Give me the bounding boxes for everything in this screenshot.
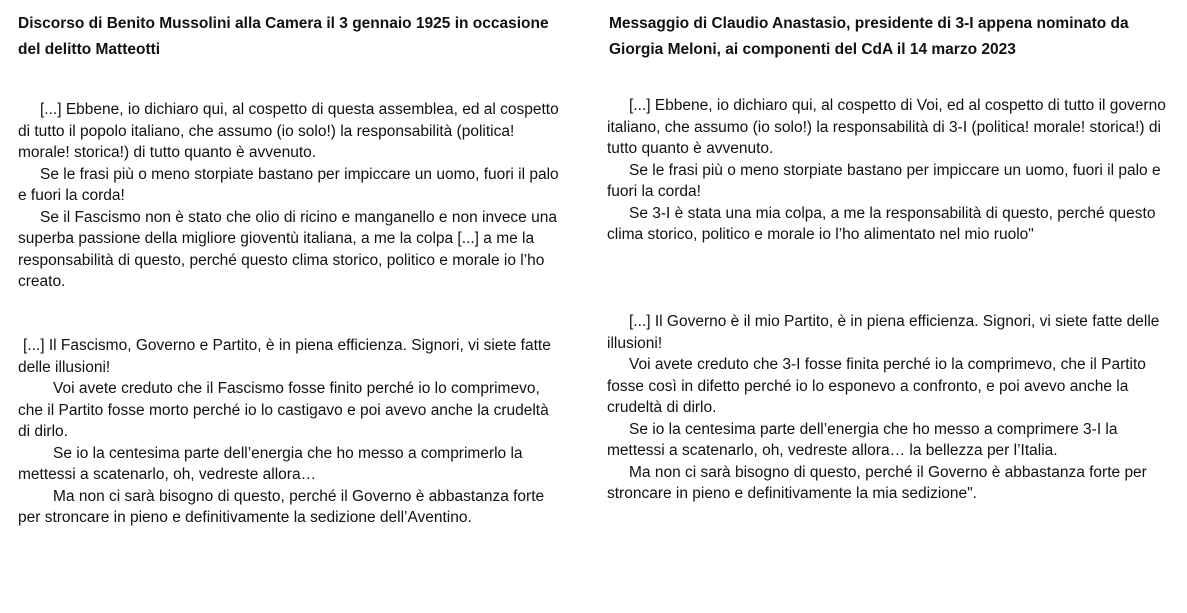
right-passage-2: [607, 311, 1167, 505]
left-paragraph: Ma non ci sarà bisogno di questo, perché il Governo è abbastanza forte per stroncare in pieno e definitivamente la sedizione dell’Aventino.: [18, 487, 545, 526]
left-paragraph: Voi avete creduto che il Fascismo fosse finito perché io lo comprimevo, che il Partito fosse morto perché io lo castigavo e poi avevo anche la crudeltà di dirlo.: [18, 380, 549, 440]
right-paragraph: [...] Il Governo è il mio Partito, è in piena efficienza. Signori, vi siete fatte delle illusioni!: [607, 313, 1160, 352]
left-paragraph: [...] Il Fascismo, Governo e Partito, è in piena efficienza. Signori, vi siete fatte delle illusioni!: [18, 337, 551, 376]
left-title: Discorso di Benito Mussolini alla Camera il 3 gennaio 1925 in occasione del delitto Matteotti: [18, 15, 549, 58]
right-paragraph: Voi avete creduto che 3-I fosse finita perché io la comprimevo, che il Partito fosse così in difetto perché io lo esponevo a confronto, e poi avevo anche la crudeltà di dirlo.: [607, 356, 1146, 416]
left-paragraph: Se io la centesima parte dell’energia che ho messo a comprimerlo la mettessi a scatenarlo, oh, vedreste allora…: [18, 444, 523, 483]
right-title: Messaggio di Claudio Anastasio, presidente di 3-I appena nominato da Giorgia Meloni, ai componenti del CdA il 14 marzo 2023: [609, 15, 1129, 58]
left-paragraph: [...] Ebbene, io dichiaro qui, al cospetto di questa assemblea, ed al cospetto di tutto il popolo italiano, che assumo (io solo!) la responsabilità (politica! morale! storica!) di tutto quanto è avvenuto.: [18, 101, 559, 161]
right-paragraph: Se le frasi più o meno storpiate bastano per impiccare un uomo, fuori il palo e fuori la corda!: [607, 161, 1161, 200]
right-paragraph: Ma non ci sarà bisogno di questo, perché il Governo è abbastanza forte per stroncare in pieno e definitivamente la mia sedizione".: [607, 463, 1147, 502]
right-paragraph: Se io la centesima parte dell’energia che ho messo a comprimere 3-I la mettessi a scatenarlo, oh, vedreste allora… la bellezza per l’Italia.: [607, 420, 1118, 459]
left-passage-2: [18, 335, 563, 529]
left-paragraph: Se le frasi più o meno storpiate bastano per impiccare un uomo, fuori il palo e fuori la corda!: [18, 165, 559, 204]
left-passage-1: [18, 99, 563, 293]
right-passage-1: [607, 95, 1167, 246]
left-paragraph: Se il Fascismo non è stato che olio di ricino e manganello e non invece una superba passione della migliore gioventù italiana, a me la colpa [...] a me la responsabilità di questo, perché questo clima storico, politico e morale io l’ho creato.: [18, 208, 557, 290]
right-paragraph: [...] Ebbene, io dichiaro qui, al cospetto di Voi, ed al cospetto di tutto il governo italiano, che assumo (io solo!) la responsabilità di 3-I (politica! morale! storica!) di tutto quanto è avvenuto.: [607, 97, 1166, 157]
right-paragraph: Se 3-I è stata una mia colpa, a me la responsabilità di questo, perché questo clima storico, politico e morale io l’ho alimentato nel mio ruolo": [607, 204, 1156, 243]
